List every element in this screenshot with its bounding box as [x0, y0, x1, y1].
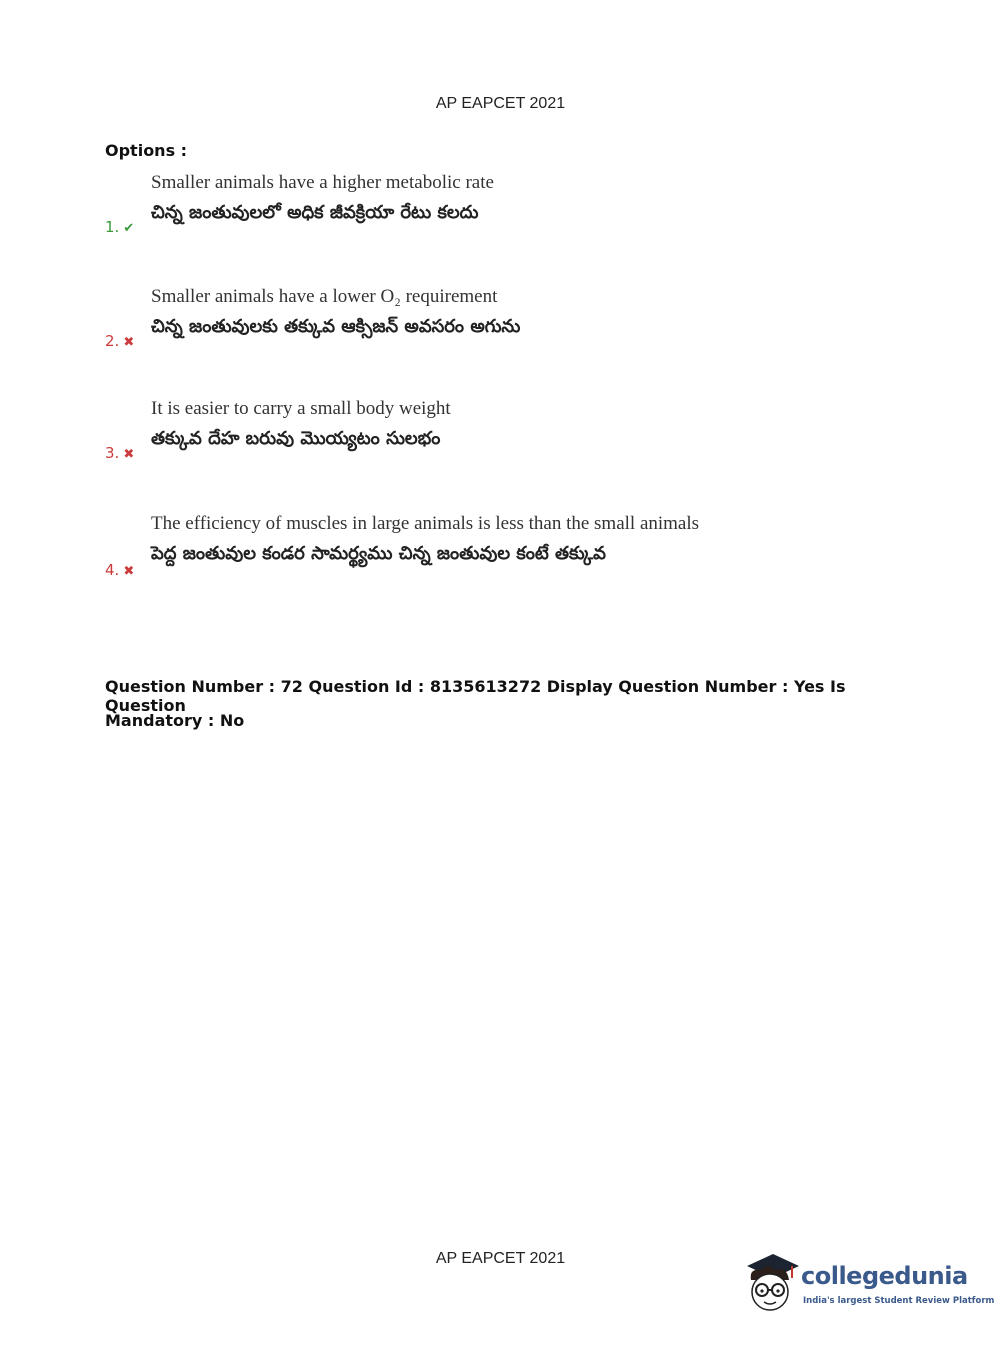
option-3-english: It is easier to carry a small body weight — [151, 398, 451, 419]
cross-icon: ✖ — [123, 564, 135, 579]
option-1-english: Smaller animals have a higher metabolic rate — [151, 172, 494, 193]
option-3 — [105, 398, 905, 478]
logo-tagline: India's largest Student Review Platform — [803, 1296, 995, 1306]
option-1-number — [105, 218, 134, 236]
option-3-telugu: తక్కువ దేహ బరువు మొయ్యటం సులభం — [151, 428, 441, 449]
collegedunia-logo — [743, 1250, 995, 1320]
option-2 — [105, 286, 905, 366]
option-1-telugu: చిన్న జంతువులలో అధిక జీవక్రియా రేటు కలదు — [151, 202, 479, 223]
option-1-label: 1. — [105, 218, 120, 236]
option-4-label: 4. — [105, 561, 120, 579]
option-2-number — [105, 332, 134, 350]
page-header: AP EAPCET 2021 — [435, 95, 566, 112]
page-footer: AP EAPCET 2021 — [435, 1250, 566, 1267]
option-3-label: 3. — [105, 444, 120, 462]
check-icon: ✔ — [123, 221, 135, 236]
option-3-number — [105, 444, 134, 462]
option-4-telugu: పెద్ద జంతువుల కండర సామర్థ్యము చిన్న జంతువుల కంటే తక్కువ — [151, 543, 606, 564]
options-label: Options : — [105, 141, 188, 160]
option-2-label: 2. — [105, 332, 120, 350]
option-2-english: Smaller animals have a lower O₂ requirement — [151, 286, 498, 307]
cross-icon: ✖ — [123, 335, 135, 350]
mascot-icon — [743, 1250, 801, 1320]
option-1 — [105, 172, 905, 252]
question-meta-line-1: Question Number : 72 Question Id : 8135613272 Display Question Number : Yes Is Question — [105, 677, 846, 715]
question-meta-line-2: Mandatory : No — [105, 711, 245, 730]
option-2-telugu: చిన్న జంతువులకు తక్కువ ఆక్సిజన్ అవసరం అగును — [151, 316, 521, 337]
cross-icon: ✖ — [123, 447, 135, 462]
option-4-number — [105, 561, 134, 579]
logo-wordmark: collegedunia — [801, 1262, 968, 1290]
option-4-english: The efficiency of muscles in large animals is less than the small animals — [151, 513, 700, 534]
option-4 — [105, 513, 905, 593]
